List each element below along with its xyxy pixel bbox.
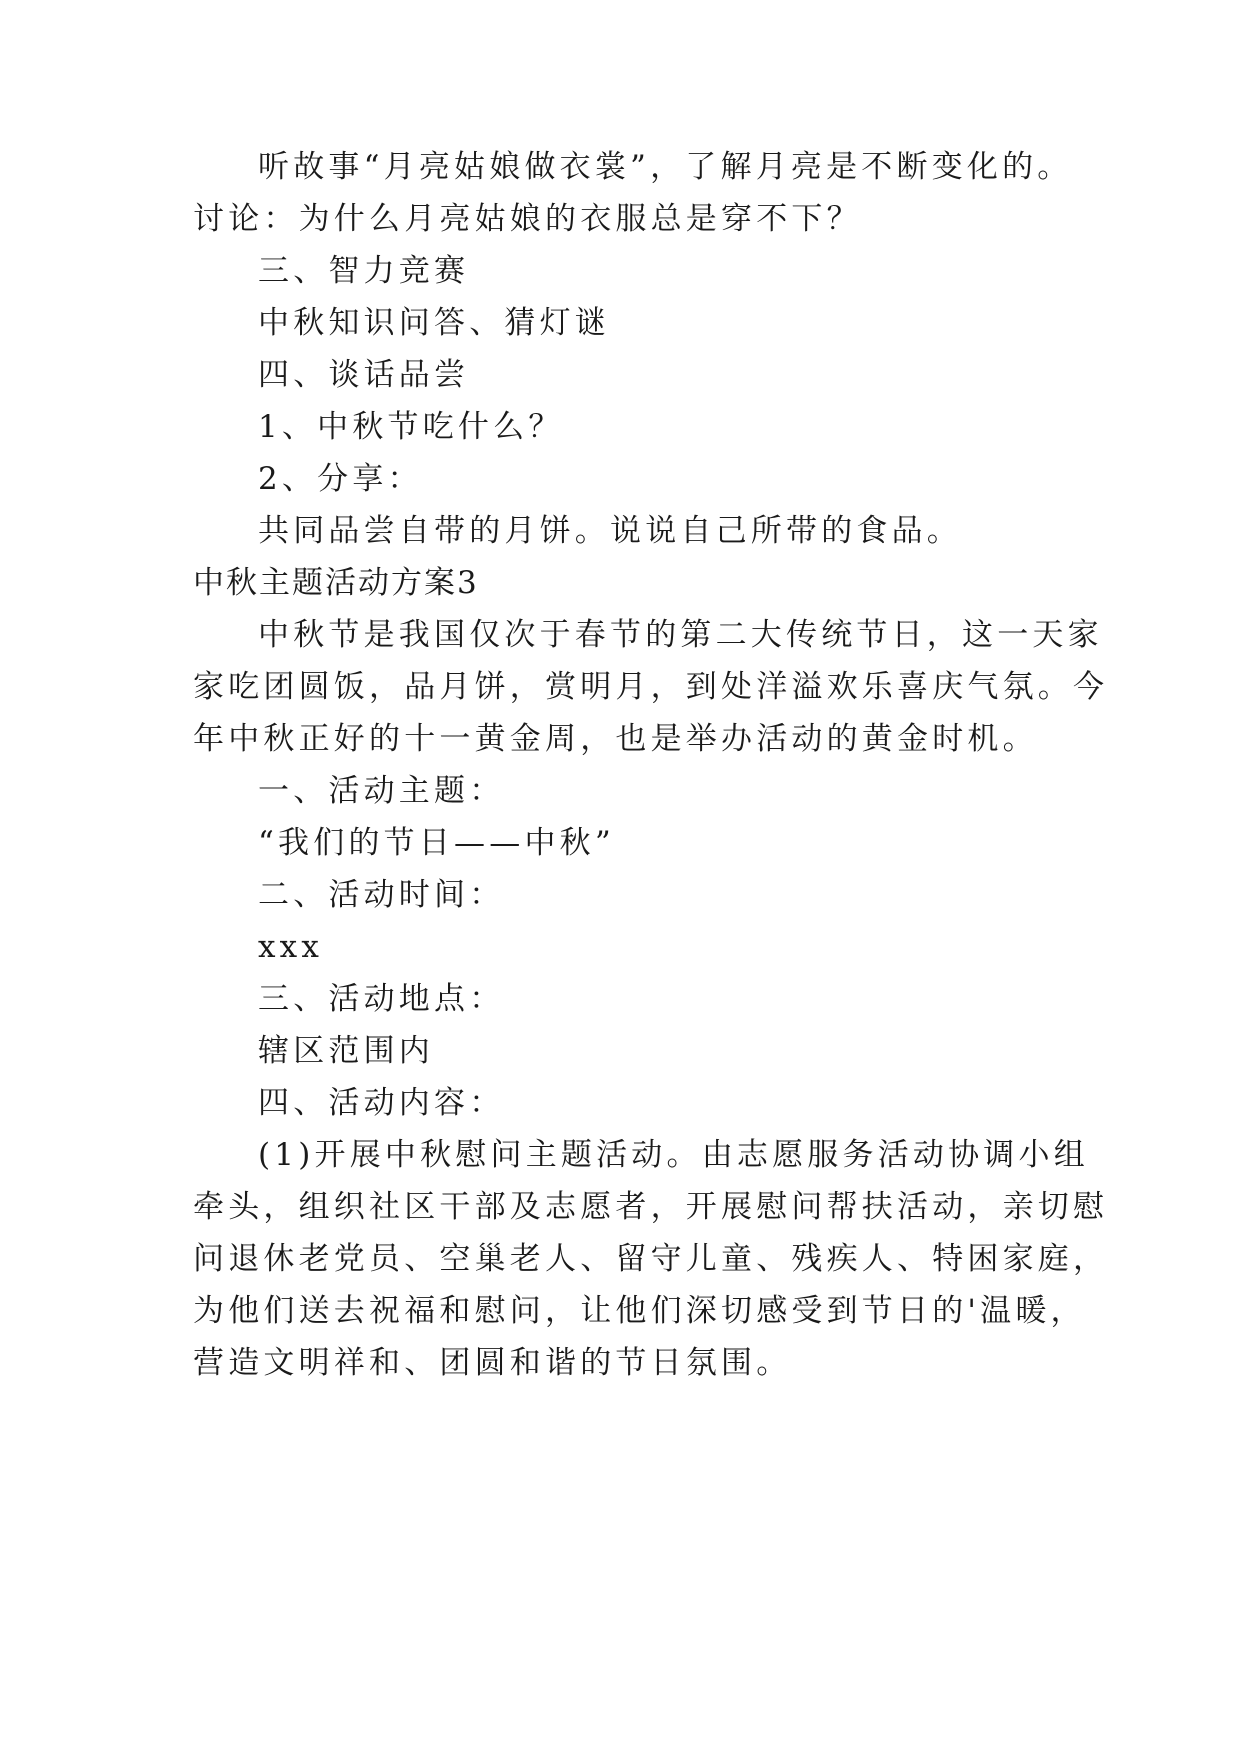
document-heading: 中秋主题活动方案3	[193, 565, 479, 601]
section-heading: 三、活动地点：	[258, 981, 505, 1017]
paragraph-line: 讨论：为什么月亮姑娘的衣服总是穿不下？	[193, 201, 862, 237]
paragraph-line: 中秋知识问答、猜灯谜	[258, 305, 610, 341]
paragraph-line: (1)开展中秋慰问主题活动。由志愿服务活动协调小组	[258, 1137, 1089, 1173]
paragraph-line: xxx	[258, 929, 324, 965]
paragraph-line: 听故事“月亮姑娘做衣裳”，了解月亮是不断变化的。	[258, 149, 1073, 185]
section-heading: 一、活动主题：	[258, 773, 505, 809]
section-heading: 四、活动内容：	[258, 1085, 505, 1121]
paragraph-line: 年中秋正好的十一黄金周，也是举办活动的黄金时机。	[193, 721, 1038, 757]
paragraph-line: 辖区范围内	[258, 1033, 434, 1069]
paragraph-line: 家吃团圆饭，品月饼，赏明月，到处洋溢欢乐喜庆气氛。今	[193, 669, 1109, 705]
section-heading: 三、智力竞赛	[258, 253, 470, 289]
paragraph-line: 中秋节是我国仅次于春节的第二大传统节日，这一天家	[258, 617, 1103, 653]
paragraph-line: 问退休老党员、空巢老人、留守儿童、残疾人、特困家庭，	[193, 1241, 1109, 1277]
paragraph-line: 牵头，组织社区干部及志愿者，开展慰问帮扶活动，亲切慰	[193, 1189, 1109, 1225]
section-heading: 四、谈话品尝	[258, 357, 470, 393]
list-item: 1、中秋节吃什么？	[258, 409, 564, 445]
paragraph-line: 为他们送去祝福和慰问，让他们深切感受到节日的'温暖，	[193, 1293, 1086, 1329]
section-heading: 二、活动时间：	[258, 877, 505, 913]
paragraph-line: “我们的节日——中秋”	[258, 825, 615, 861]
paragraph-line: 营造文明祥和、团圆和谐的节日氛围。	[193, 1345, 792, 1381]
paragraph-line: 共同品尝自带的月饼。说说自己所带的食品。	[258, 513, 962, 549]
list-item: 2、分享：	[258, 461, 423, 497]
